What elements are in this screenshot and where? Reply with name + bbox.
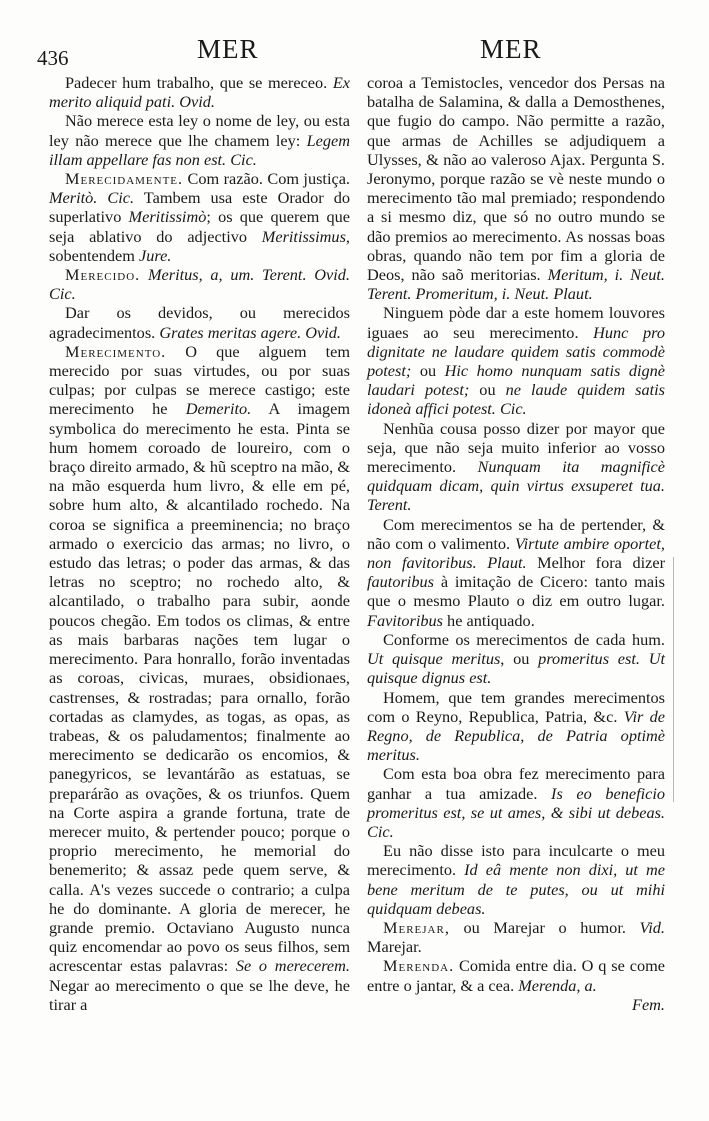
entry-text: Marejar. (367, 937, 422, 957)
entry-text: A imagem symbolica do merecimento he esta. Pinta se hum homem coroado de loureiro, com o braço direito armado, & hũ sceptro na mão, & na mão esquerda hum livro, & elle em pé, sobre hum alto, & alcantilado rochedo. Na coroa se significa a preeminencia; no braço armado o exercicio das armas; no livro, o estudo das letras; o poder das armas, & das letras no sceptro; no rochedo alto, & alcantilado, o trabalho para subir, aonde poucos chegão. Em todos os climas, & entre as mais barbaras nações tem lugar o merecimento. Para honrallo, forão inventadas as coroas, civicas, muraes, obsidionaes, castrenses, & rostradas; para ornallo, forão cortadas as clamydes, as togas, as opas, as trabeas, & os paludamentos; finalmente ao merecimento se dedicarão os encomios, & panegyricos, se levantárão as estatuas, se preparárão as ovações, & os triunfos. Quem na Corte aspira a grande fortuna, trate de merecer muito, & pertender pouco; porque o proprio merecimento, he memorial do benemerito; & assaz pede quem serve, & calla. A's vezes succede o contrario; a culpa he do dominante. A gloria de merecer, he grande premio. Octaviano Augusto nunca quiz encomendar ao povo os seus filhos, sem acrescentar estas palavras: (49, 399, 350, 976)
entry-text: Negar ao merecimento o que se lhe deve, he tirar a (49, 975, 350, 1014)
entry-text: Nenhũa cousa posso dizer por mayor que seja, que não seja muito inferior ao vosso merecimento. (367, 418, 665, 477)
latin-text: Legem illam appellare fas non est. Cic. (49, 130, 350, 169)
dictionary-entry (49, 73, 350, 111)
dictionary-entry (367, 303, 665, 418)
latin-text: Id eâ mente non dixi, ut me bene meritum de te putes, ou ut mihi quidquam debeas. (367, 860, 666, 918)
entry-text: Homem, que tem grandes merecimentos com o Reyno, Republica, Patria, &c. (367, 687, 665, 726)
entry-text: à imitação de Cicero: tanto mais que o mesmo Plauto o diz em outro lugar. (367, 572, 665, 611)
dictionary-entry (367, 918, 665, 956)
latin-text: Hunc pro dignitate ne laudare quidem satis commodè potest; (367, 322, 666, 381)
entry-text: ou (469, 380, 506, 400)
latin-text: Nunquam ita magnificè quidquam dicam, quin virtus exsuperet tua. Terent. (367, 457, 665, 515)
entry-text: coroa a Temistocles, vencedor dos Persas na batalha de Salamina, & dalla a Demosthenes, que fugio do campo. Não permitte a razão, que armas de Achilles se adjudiquem a Ulysses, & não ao valeroso Ajax. Pergunta S. Jeronymo, porque razão se vè neste mundo o merecimento tão mal premiado; respondendo a si mesmo diz, que só no outro mundo se dão premios ao merecimento. As nossas boas obras, quando não tem por fim a gloria de Deos, não saõ meritorias. (367, 73, 665, 285)
entry-text: Com merecimentos se ha de pertender, & não com o valimento. (367, 514, 665, 553)
dictionary-entry (367, 956, 665, 994)
latin-text: fautoribus (367, 572, 434, 592)
entry-text: Com esta boa obra fez merecimento para ganhar a tua amizade. (367, 764, 665, 803)
latin-text: Meritum, i. Neut. Terent. Promeritum, i. Neut. Plaut. (367, 265, 665, 304)
catchword: Fem. (632, 994, 665, 1014)
running-head-left: MER (197, 34, 259, 64)
latin-text: Meritissimò (128, 207, 207, 227)
entry-text: Comida entre dia. O q se come entre o jantar, & a cea. (367, 956, 665, 995)
entry-text: Padecer hum trabalho, que se mereceo. (65, 73, 333, 92)
dictionary-entry (49, 265, 350, 303)
latin-text: Ut quisque meritus (367, 649, 501, 669)
dictionary-entry (367, 688, 665, 765)
dictionary-entry (367, 764, 665, 841)
entry-text: Tambem usa este Orador do superlativo (49, 188, 350, 227)
dictionary-entry (49, 111, 350, 169)
dictionary-entry (367, 73, 665, 303)
entry-text: Eu não disse isto para inculcarte o meu merecimento. (367, 841, 665, 880)
latin-text: Meritò. Cic. (49, 188, 135, 208)
latin-text: Virtute ambire oportet, non favitoribus. Plaut. (367, 533, 665, 573)
latin-text: Hic homo nunquam satis dignè laudari potest; (367, 361, 665, 400)
latin-text: Demerito. (185, 399, 252, 419)
entry-text (140, 265, 148, 284)
latin-text: Vid. (639, 917, 665, 937)
dictionary-entry (49, 303, 350, 341)
headword: Merenda. (383, 956, 455, 976)
dictionary-entry (367, 419, 665, 515)
headword: Merecimento. (65, 341, 167, 361)
latin-text: Grates meritas agere. Ovid. (159, 322, 341, 342)
running-head-right: MER (480, 34, 542, 64)
latin-text: ne laude quidem satis idoneà affici potest. Cic. (367, 380, 665, 419)
dictionary-entry (367, 841, 665, 918)
latin-text: Merenda, a. (518, 975, 597, 995)
dictionary-entry (49, 169, 350, 265)
right-text-column (367, 73, 665, 1014)
entry-text: O que alguem tem merecido por suas virtudes, ou por suas culpas; por culpas se merece castigo; este merecimento he (49, 341, 350, 419)
entry-text: Ninguem pòde dar a este homem louvores iguaes ao seu merecimento. (367, 303, 665, 342)
latin-text: Jure. (138, 245, 172, 265)
entry-text: , ou (500, 649, 539, 669)
page-number: 436 (37, 46, 69, 70)
dictionary-entry (367, 515, 665, 630)
latin-text: Is eo beneficio promeritus est, se ut ames, & sibi ut debeas. Cic. (367, 783, 666, 841)
scan-edge-line (673, 557, 674, 802)
latin-text: Ex merito aliquid pati. Ovid. (49, 73, 350, 112)
latin-text: Meritus, a, um. Terent. Ovid. Cic. (49, 265, 350, 304)
latin-text: promeritus est. Ut quisque dignus est. (367, 649, 665, 688)
entry-text: , sobentendem (49, 226, 350, 265)
entry-text: Melhor fora dizer (526, 553, 665, 573)
entry-text: Não merece esta ley o nome de ley, ou esta ley não merece que lhe chamem ley: (49, 111, 350, 150)
latin-text: Vir de Regno, de Republica, de Patria optimè meritus. (367, 706, 665, 765)
entry-text: Dar os devidos, ou merecidos agradecimentos. (49, 303, 350, 342)
page-header (0, 34, 709, 68)
headword: Merecidamente. (65, 169, 184, 189)
left-text-column (49, 73, 350, 1014)
latin-text: Favitoribus (367, 610, 443, 630)
dictionary-entry (367, 630, 665, 688)
entry-text: ou (411, 361, 445, 381)
headword: Merejar, (383, 917, 450, 937)
headword: Merecido. (65, 265, 141, 285)
entry-text: ; os que querem que seja ablativo do adjectivo (49, 207, 350, 246)
latin-text: Se o merecerem. (235, 956, 350, 976)
entry-text: he antiquado. (442, 610, 535, 630)
entry-text: ou Marejar o humor. (449, 917, 640, 937)
dictionary-entry (49, 342, 350, 1014)
latin-text: Meritissimus (261, 226, 346, 246)
entry-text: Com razão. Com justiça. (183, 169, 350, 189)
entry-text: Conforme os merecimentos de cada hum. (383, 629, 665, 649)
